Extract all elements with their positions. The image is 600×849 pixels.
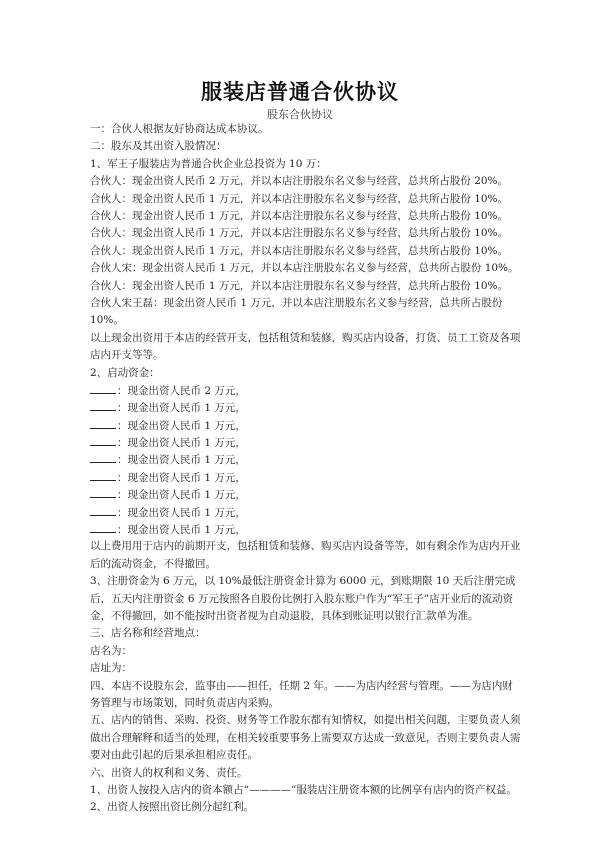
document-body xyxy=(90,121,522,817)
partner-line: 合伙人：现金出资人民币 2 万元，并以本店注册股东名义参与经营，总共所占股份 20%。 xyxy=(90,175,509,188)
obligation-item: 2、出资人按照出资比例分起红利。 xyxy=(90,801,255,814)
startup-item xyxy=(90,451,522,468)
name-blank xyxy=(90,486,116,498)
partner-line: 合伙人：现金出资人民币 1 万元，并以本店注册股东名义参与经营，总共所占股份 10%。 xyxy=(90,209,509,222)
startup-item-text: ：现金出资人民币 1 万元， xyxy=(117,402,246,415)
startup-item xyxy=(90,399,522,416)
name-blank xyxy=(90,382,116,394)
startup-item xyxy=(90,521,522,538)
startup-item xyxy=(90,382,522,399)
name-blank xyxy=(90,399,116,411)
supervisor-paragraph: 四、本店不设股东会，监事由——担任，任期 2 年。——为店内经营与管理。——为店内财务管理与市场策划，同时负责店内采购。 xyxy=(90,679,513,710)
startup-usage-paragraph: 以上费用用于店内的前期开支，包括租赁和装修、购买店内设备等等，如有剩余作为店内开业后的流动资金，不得撤回。 xyxy=(90,540,521,570)
startup-item-text: ：现金出资人民币 1 万元， xyxy=(117,489,246,502)
startup-item xyxy=(90,486,522,503)
partner-song-clause: 合伙人宋王磊：现金出资人民币 1 万元，并以本店注册股东名义参与经营，总共所占股份 10%。 xyxy=(90,296,503,327)
startup-item-text: ：现金出资人民币 1 万元， xyxy=(117,419,246,432)
store-name: 店名为： xyxy=(90,644,132,657)
startup-item-text: ：现金出资人民币 2 万元， xyxy=(117,384,246,397)
startup-item-text: ：现金出资人民币 1 万元， xyxy=(117,454,246,467)
partner-line: 合伙人：现金出资人民币 1 万元，并以本店注册股东名义参与经营，总共所占股份 10%。 xyxy=(90,192,509,205)
name-blank xyxy=(90,417,116,429)
registered-capital-paragraph: 3、注册资金为 6 万元，以 10%最低注册资金计算为 6000 元，到账期限 10 天后注册完成后，五天内注册资金 6 万元按照各自股份比例打入股东账户作为“军王子”店开业后的流动资金，不得撤回，如不能按时出资者视为自动退股，具体到账证明以银行汇款单为准。 xyxy=(90,575,516,623)
name-blank xyxy=(90,521,116,533)
startup-heading: 2、启动资金： xyxy=(90,366,160,379)
obligation-item: 1、出资人按投入店内的资本额占“————”服装店注册资本额的比例享有店内的资产权益。 xyxy=(90,784,517,797)
partner-line: 合伙人：现金出资人民币 1 万元，并以本店注册股东名义参与经营，总共所占股份 10%。 xyxy=(90,244,509,257)
document-subtitle: 股东合伙协议 xyxy=(267,108,333,121)
startup-item xyxy=(90,417,522,434)
startup-item xyxy=(90,434,522,451)
partner-line: 合伙人宋：现金出资人民币 1 万元，并以本店注册股东名义参与经营，总共所占股份 10%。 xyxy=(90,262,519,275)
name-blank xyxy=(90,504,116,516)
startup-item-text: ：现金出资人民币 1 万元， xyxy=(117,506,246,519)
startup-item-text: ：现金出资人民币 1 万元， xyxy=(117,524,246,537)
startup-item-text: ：现金出资人民币 1 万元， xyxy=(117,437,246,450)
name-blank xyxy=(90,451,116,463)
store-heading: 三、店名称和经营地点： xyxy=(90,627,206,640)
clause-line: 一：合伙人根据友好协商达成本协议。 xyxy=(90,123,269,135)
startup-item xyxy=(90,504,522,521)
partner-line: 合伙人：现金出资人民币 1 万元，并以本店注册股东名义参与经营，总共所占股份 10%。 xyxy=(90,279,509,292)
store-address: 店址为： xyxy=(90,662,132,675)
funds-usage-paragraph: 以上现金出资用于本店的经营开支，包括租赁和装修，购买店内设备，打货、员工工资及各项店内开支等等。 xyxy=(90,331,521,362)
name-blank xyxy=(90,469,116,481)
partner-line: 合伙人：现金出资人民币 1 万元，并以本店注册股东名义参与经营，总共所占股份 10%。 xyxy=(90,227,509,240)
startup-item xyxy=(90,469,522,486)
clause-line: 1、军王子服装店为普通合伙企业总投资为 10 万： xyxy=(90,157,327,170)
clause-line: 二：股东及其出资入股情况： xyxy=(90,140,227,153)
rights-paragraph: 五、店内的销售、采购、投资、财务等工作股东都有知情权，如提出相关问题，主要负责人须做出合理解释和适当的处理，在相关较重要事务上需要双方达成一致意见，否则主要负责人需要对由此引起的后果承担相应责任。 xyxy=(90,714,521,762)
startup-item-text: ：现金出资人民币 1 万元， xyxy=(117,471,246,484)
document-title: 服装店普通合伙协议 xyxy=(201,79,399,104)
obligations-heading: 六、出资人的权利和义务、责任。 xyxy=(90,766,248,779)
name-blank xyxy=(90,434,116,446)
